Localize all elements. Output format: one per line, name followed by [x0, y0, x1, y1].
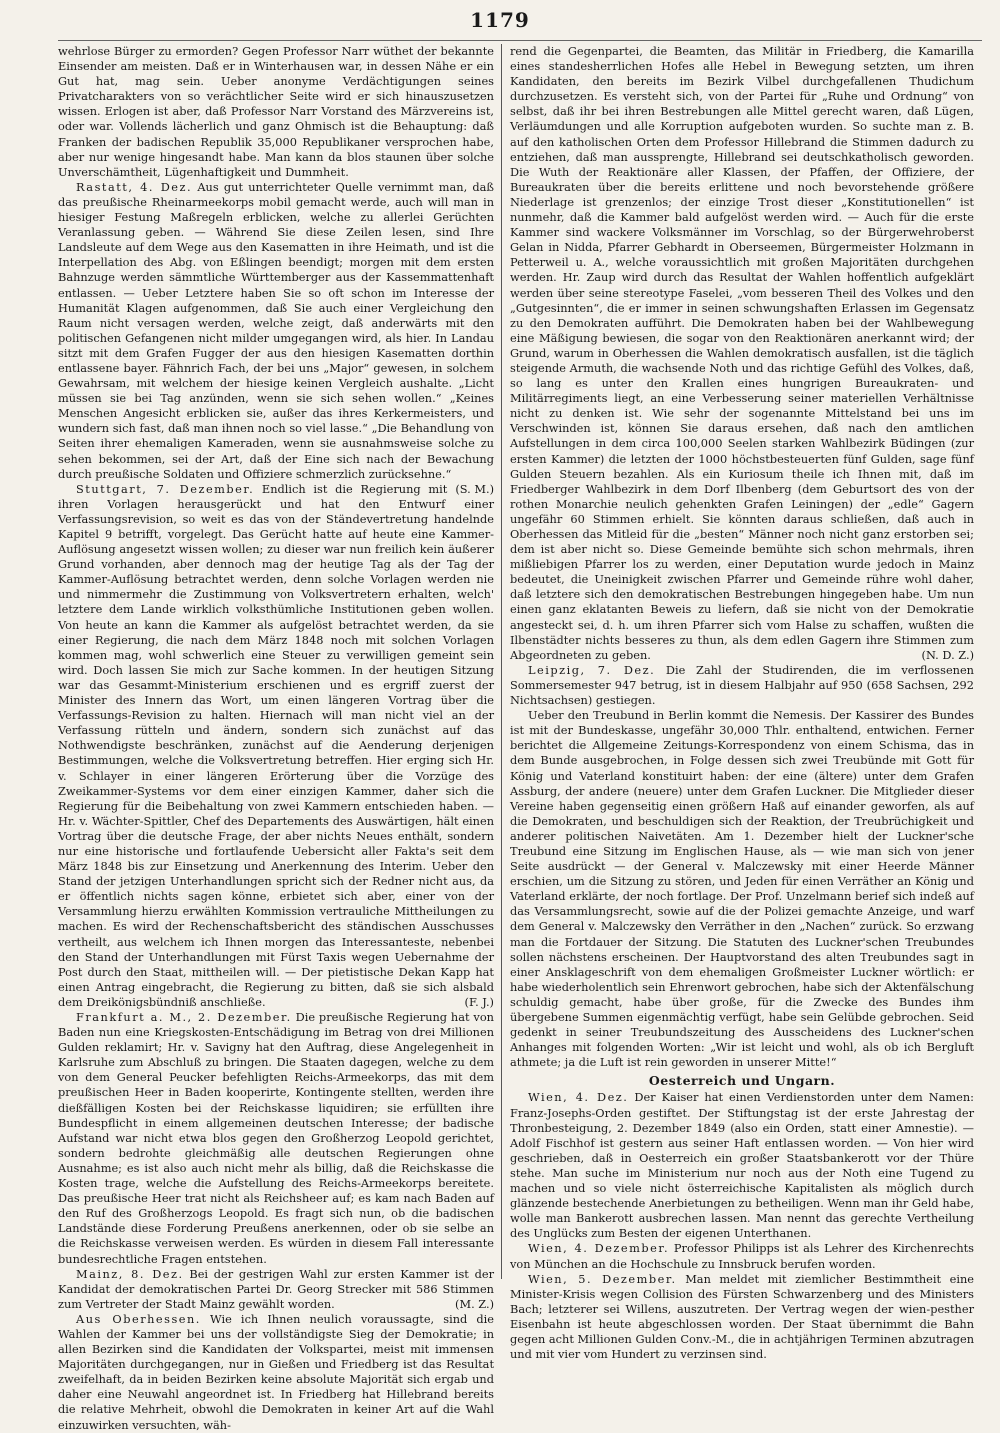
article-source: (N. D. Z.)	[921, 647, 974, 662]
article-dateline: Wien, 4. Dez.	[528, 1090, 629, 1105]
article-paragraph	[58, 1267, 494, 1312]
article-text: Endlich ist die Regierung mit ihren Vorlagen herausgerückt und hat den Entwurf einer Verfassungsrevision, so weit es das von der Ständevertretung handelnde Kapitel 9 betrifft, vorgelegt. Das Gerücht hatte auf heute eine Kammer-Auflösung angesetzt wissen wollen; zu dieser war nun freilich kein äußerer Grund vorhanden, aber dennoch mag der heutige Tag als der Tag der Kammer-Auflösung betrachtet werden, denn solche Vorlagen werden nie und nimmermehr die Zustimmung von Volksvertretern erhalten, welch' letztere dem Lande wirklich volksthümliche Institutionen geben wollen. Von heute an kann die Kammer als aufgelöst betrachtet werden, da sie einer Regierung, die nach dem März 1848 noch mit solchen Vorlagen kommen mag, wohl schwerlich eine Steuer zu verwilligen gemeint sein wird. Doch lassen Sie mich zur Sache kommen. In der heutigen Sitzung war das Gesammt-Ministerium erschienen und es ergriff zuerst der Minister des Innern das Wort, um einen längeren Vortrag über die Verfassungs-Revision zu halten. Hiernach will man nicht viel an der Verfassung rütteln und ändern, sondern sich zunächst auf das Nothwendigste beschränken, zunächst auf die Aenderung derjenigen Bestimmungen, welche die Volksvertretung betreffen. Hier erging sich Hr. v. Schlayer in einer längeren Erörterung über die Vorzüge des Zweikammer-Systems vor dem einer einzigen Kammer, daher sich die Regierung für die Beibehaltung von zwei Kammern entschieden haben. — Hr. v. Wächter-Spittler, Chef des Departements des Auswärtigen, hält einen Vortrag über die deutsche Frage, der aber nichts Neues enthält, sondern nur eine historische und fortlaufende Uebersicht aller Fakta's seit dem März 1848 bis zur Einsetzung und Anerkennung des Interim. Ueber den Stand der jetzigen Unterhandlungen spricht sich der Redner nicht aus, da er öffentlich nichts sagen könne, erbietet sich aber, einer von der Versammlung hierzu erwählten Kommission vertrauliche Mittheilungen zu machen. Es wird der Rechenschaftsbericht des ständischen Ausschusses vertheilt, aus welchem ich Ihnen morgen das Interessanteste, nebenbei den Stand der Unterhandlungen mit Fürst Taxis wegen Uebernahme der Post durch den Staat, mittheilen will. — Der pietistische Dekan Kapp hat einen Antrag eingebracht, die Regierung zu bitten, daß sie sich alsbald dem Dreikönigsbündniß anschließe.	[58, 481, 494, 1009]
right-column	[510, 44, 975, 1362]
article-paragraph	[58, 482, 494, 1010]
article-text: Aus gut unterrichteter Quelle vernimmt man, daß das preußische Rheinarmeekorps mobil gemacht werde, auch will man in hiesiger Festung Maßregeln erblicken, welche zu allerlei Gerüchten Veranlassung geben. — Während Sie diese Zeilen lesen, sind Ihre Landsleute auf dem Wege aus den Kasematten in ihre Heimath, und ist die Interpellation des Abg. von Eßlingen beendigt; morgen mit dem ersten Bahnzuge werden sämmtliche Württemberger aus der Kassemmattenhaft entlassen. — Ueber Letztere haben Sie so oft schon im Interesse der Humanität Klagen aufgenommen, daß Sie auch einer Vergleichung den Raum nicht versagen werden, welche zeigt, daß anderwärts mit den politischen Gefangenen nicht milder umgegangen wird, als hier. In Landau sitzt mit dem Grafen Fugger der aus den hiesigen Kasematten dorthin entlassene bayer. Fähnrich Fach, der bei uns „Major“ gewesen, in solchem Gewahrsam, mit welchem der hiesige keinen Vergleich aushalte. „Licht müssen sie bei Tag anzünden, wenn sie sich sehen wollen.“ „Keines Menschen Angesicht erblicken sie, außer das ihres Kerkermeisters, und wundern sich fast, daß man ihnen noch so viel lasse.“ „Die Behandlung von Seiten ihrer ehemaligen Kameraden, wenn sie ausnahmsweise solche zu sehen bekommen, sei der Art, daß der Eine sich nach der Bewachung durch preußische Soldaten und Offiziere schmerzlich zurücksehne.“	[58, 179, 495, 481]
article-text: Man meldet mit ziemlicher Bestimmtheit eine Minister-Krisis wegen Collision des Fürsten Schwarzenberg und des Ministers Bach; letzterer sei Willens, auszutreten. Der Vertrag wegen der wien-pesther Eisenbahn ist heute abgeschlossen worden. Der Staat übernimmt die Bahn gegen acht Millionen Gulden Conv.-M., die in achtjährigen Terminen abzutragen und mit vier vom Hundert zu verzinsen sind.	[510, 1271, 974, 1362]
article-text: Professor Philipps ist als Lehrer des Kirchenrechts von München an die Hochschule zu Innsbruck berufen worden.	[510, 1241, 975, 1271]
article-paragraph	[510, 1272, 974, 1363]
article-dateline: Frankfurt a. M., 2. Dezember.	[76, 1010, 292, 1024]
article-dateline: Stuttgart, 7. Dezember.	[76, 481, 255, 496]
article-text: Der Kaiser hat einen Verdienstorden unter dem Namen: Franz-Josephs-Orden gestiftet. Der Stiftungstag ist der erste Jahrestag der Thronbesteigung, 2. Dezember 1849 (also ein Orden, statt einer Amnestie). — Adolf Fischhof ist gestern aus seiner Haft entlassen worden. — Von hier wird geschrieben, daß in Oesterreich ein großer Staatsbankerott vor der Thüre stehe. Man suche im Ministerium nur noch aus der Noth eine Tugend zu machen und so viele nicht österreichische Kapitalisten als möglich durch glänzende bestechende Anerbietungen zu betheiligen. Wenn man ihr Geld habe, wolle man Bankerott ausbrechen lassen. Man nennt das gerechte Vertheilung des Unglücks zum Besten der eigenen Unterthanen.	[510, 1090, 974, 1241]
article-paragraph	[58, 1010, 494, 1267]
continued-paragraph	[510, 44, 974, 663]
article-text: Bei der gestrigen Wahl zur ersten Kammer ist der Kandidat der demokratischen Partei Dr. Georg Strecker mit 586 Stimmen zum Vertreter der Stadt Mainz gewählt worden.	[58, 1266, 494, 1311]
article-paragraph	[510, 1090, 974, 1241]
article-text: wehrlose Bürger zu ermorden? Gegen Professor Narr wüthet der bekannte Einsender am meisten. Daß er in Winterhausen war, in dessen Nähe er ein Gut hat, mag sein. Ueber anonyme Verdächtigungen seines Privatcharakters von so verächtlicher Seite wird er sich hinauszusetzen wissen. Erlogen ist aber, daß Professor Narr Vorstand des Märzvereins ist, oder war. Vollends lächerlich und ganz Ohmisch ist die Behauptung: daß Franken der badischen Republik 35,000 Republikaner versprochen habe, aber nur wenige hingesandt habe. Man kann da blos staunen über solche Unverschämtheit, Lügenhaftigkeit und Dummheit.	[58, 44, 494, 179]
page-number: 1179	[470, 8, 530, 32]
article-source: (S. M.)	[455, 481, 494, 496]
article-paragraph	[510, 708, 974, 1070]
left-column	[58, 44, 495, 1432]
article-source: (F. J.)	[464, 994, 494, 1009]
article-text: Ueber den Treubund in Berlin kommt die Nemesis. Der Kassirer des Bundes ist mit der Bundeskasse, ungefähr 30,000 Thlr. enthaltend, entwichen. Ferner berichtet die Allgemeine Zeitungs-Korrespondenz von einem Schisma, das in dem Bunde ausgebrochen, in Folge dessen sich zwei Treubünde mit Gott für König und Vaterland konstituirt haben: der eine (ältere) unter dem Grafen Assburg, der andere (neuere) unter dem Grafen Luckner. Die Mitglieder dieser Vereine haben gegenseitig einen größern Haß auf einander geworfen, als auf die Demokraten, und beschuldigen sich der Reaktion, der Treubrüchigkeit und anderer politischen Naivetäten. Am 1. Dezember hielt der Luckner'sche Treubund eine Sitzung im Englischen Hause, als — wie man sich von jener Seite ausdrückt — der General v. Malczewsky mit einer Heerde Männer erschien, um die Sitzung zu stören, und Jeden für einen Verräther an König und Vaterland erklärte, der noch fortlage. Der Prof. Unzelmann berief sich indeß auf das Versammlungsrecht, sowie auf die der Polizei gemachte Anzeige, und warf dem General v. Malczewsky den Verräther in den „Nachen“ zurück. So erzwang man die Fortdauer der Sitzung. Die Statuten des Luckner'schen Treubundes sollen nächstens erscheinen. Der Hauptvorstand des alten Treubundes sagt in einer Ansklageschrift von dem ehemaligen Großmeister Luckner wörtlich: er habe wiederholentlich sein Ehrenwort gebrochen, habe sich der Aktenfälschung schuldig gemacht, habe über große, für die Zwecke des Bundes ihm übergebene Summen eigenmächtig verfügt, habe sein Gelübde gebrochen. Seid gedenkt in seiner Treubundszeitung des Ausscheidens des Luckner'schen Anhanges mit folgenden Worten: „Wir ist leicht und wohl, als ob ich Bergluft athmete; ja die Luft ist rein geworden in unserer Mitte!“	[510, 708, 974, 1070]
article-dateline: Leipzig, 7. Dez.	[528, 662, 656, 677]
article-dateline: Wien, 5. Dezember.	[528, 1271, 677, 1286]
article-dateline: Wien, 4. Dezember.	[528, 1241, 670, 1256]
article-dateline: Mainz, 8. Dez.	[76, 1266, 184, 1281]
article-text: Die Zahl der Studirenden, die im verflossenen Sommersemester 947 betrug, ist in diesem Halbjahr auf 950 (658 Sachsen, 292 Nichtsachsen) gestiegen.	[510, 662, 974, 708]
section-heading: Oesterreich und Ungarn.	[648, 1073, 836, 1089]
article-paragraph	[510, 663, 974, 708]
header-rule	[58, 40, 982, 41]
article-paragraph	[58, 1312, 494, 1433]
article-paragraph	[510, 1241, 974, 1271]
column-divider	[501, 44, 502, 1279]
article-dateline: Aus Oberhessen.	[76, 1311, 201, 1326]
article-text: Die preußische Regierung hat von Baden nun eine Kriegskosten-Entschädigung im Betrag von drei Millionen Gulden reklamirt; Hr. v. Savigny hat den Auftrag, diese Angelegenheit in Karlsruhe zum Abschluß zu bringen. Die Staaten dagegen, welche zu dem von dem General Peucker befehligten Reichs-Armeekorps, das mit dem preußischen Heer in Baden kooperirte, Kontingente stellten, werden ihre dießfälligen Kosten bei der Reichskasse liquidiren; sie erfüllten ihre Bundespflicht in einem allgemeinen deutschen Interesse; der badische Aufstand war nicht etwa blos gegen den Großherzog Leopold gerichtet, sondern bedrohte gleichmäßig alle deutschen Regierungen ohne Ausnahme; es ist also auch nicht mehr als billig, daß die Reichskasse die Kosten trage, welche die Aufstellung des Reichs-Armeekorps bereitete. Das preußische Heer trat nicht als Reichsheer auf; es kam nach Baden auf den Ruf des Großherzogs Leopold. Es fragt sich nun, ob die badischen Landstände diese Forderung Preußens anerkennen, oder ob sie selbe an die Reichskasse verweisen werden. Es würden in diesem Fall interessante bundesrechtliche Fragen entstehen.	[58, 1010, 494, 1266]
continued-paragraph	[58, 44, 494, 180]
article-text: rend die Gegenpartei, die Beamten, das Militär in Friedberg, die Kamarilla eines standesherrlichen Hofes alle Hebel in Bewegung setzten, um ihren Kandidaten, den bereits im Bezirk Vilbel durchgefallenen Thudichum durchzusetzen. Es versteht sich, von der Partei für „Ruhe und Ordnung“ von selbst, daß ihr bei ihren Bestrebungen alle Mittel gerecht waren, daß Lügen, Verläumdungen und alle Korruption aufgeboten wurden. So suchte man z. B. auf den katholischen Orten dem Professor Hillebrand die Stimmen dadurch zu entziehen, daß man aussprengte, Hillebrand sei deutschkatholisch geworden. Die Wuth der Reaktionäre aller Klassen, der Pfaffen, der Offiziere, der Bureaukraten über die bereits erlittene und noch bevorstehende größere Niederlage ist grenzenlos; der einzige Trost dieser „Konstitutionellen“ ist nunmehr, daß die Kammer bald aufgelöst werden wird. — Auch für die erste Kammer sind wackere Volksmänner im Vorschlag, so der Bürgerwehroberst Gelan in Nidda, Pfarrer Gebhardt in Oberseemen, Bürgermeister Holzmann in Petterweil u. A., welche voraussichtlich mit großen Majoritäten durchgehen werden. Hr. Zaup wird durch das Resultat der Wahlen hoffentlich aufgeklärt werden über seine stereotype Faselei, „vom besseren Theil des Volkes und den „Gutgesinnten“, die er immer in seinen schwungshaften Erlassen im Gegensatz zu den Demokraten aufführt. Die Demokraten haben bei der Wahlbewegung eine Mäßigung bewiesen, die sogar von den Reaktionären anerkannt wird; der Grund, warum in Oberhessen die Wahlen demokratisch ausfallen, ist die täglich steigende Armuth, die wachsende Noth und das richtige Gefühl des Volkes, daß, so lang es unter den Krallen eines hungrigen Bureaukraten- und Militärregiments liegt, an eine Verbesserung seiner materiellen Verhältnisse nicht zu denken ist. Wie sehr der sogenannte Mittelstand bei uns im Verschwinden ist, können Sie daraus ersehen, daß nach den amtlichen Aufstellungen in dem circa 100,000 Seelen starken Wahlbezirk Büdingen (zur ersten Kammer) die letzten der 1000 höchstbesteuerten fünf Gulden, sage fünf Gulden Steuern bezahlen. Als ein Kuriosum theile ich Ihnen mit, daß im Friedberger Wahlbezirk in dem Dorf Ilbenberg (dem Geburtsort des von der rothen Monarchie neulich gehenkten Grafen Leiningen) der „edle“ Gagern ungefähr 60 Stimmen erhielt. Sie könnten daraus schließen, daß auch in Oberhessen das Mitleid für die „besten“ Männer noch nicht ganz erstorben sei; dem ist aber nicht so. Diese Gemeinde bemühte sich schon mehrmals, ihren mißliebigen Pfarrer los zu werden, einer Deputation wurde jedoch in Mainz bedeutet, die Uneinigkeit zwischen Pfarrer und Gemeinde rühre wohl daher, daß letztere sich den demokratischen Bestrebungen hingegeben habe. Um nun einen ganz eklatanten Beweis zu liefern, daß sie nicht von der Demokratie angesteckt sei, d. h. um ihren Pfarrer sich vom Halse zu schaffen, wußten die Ilbenstädter nichts besseres zu thun, als dem edlen Gagern ihre Stimmen zum Abgeordneten zu geben.	[510, 44, 974, 662]
article-text: Wie ich Ihnen neulich voraussagte, sind die Wahlen der Kammer bei uns der vollständigste Sieg der Demokratie; in allen Bezirken sind die Kandidaten der Volkspartei, meist mit immensen Majoritäten durchgegangen, nur in Gießen und Friedberg ist das Resultat zweifelhaft, da in beiden Bezirken keine absolute Majorität sich ergab und daher eine Neuwahl angeordnet ist. In Friedberg hat Hillebrand bereits die relative Mehrheit, obwohl die Demokraten in keiner Art auf die Wahl einzuwirken versuchten, wäh-	[58, 1311, 494, 1432]
article-dateline: Rastatt, 4. Dez.	[76, 179, 193, 194]
article-source: (M. Z.)	[455, 1296, 494, 1311]
